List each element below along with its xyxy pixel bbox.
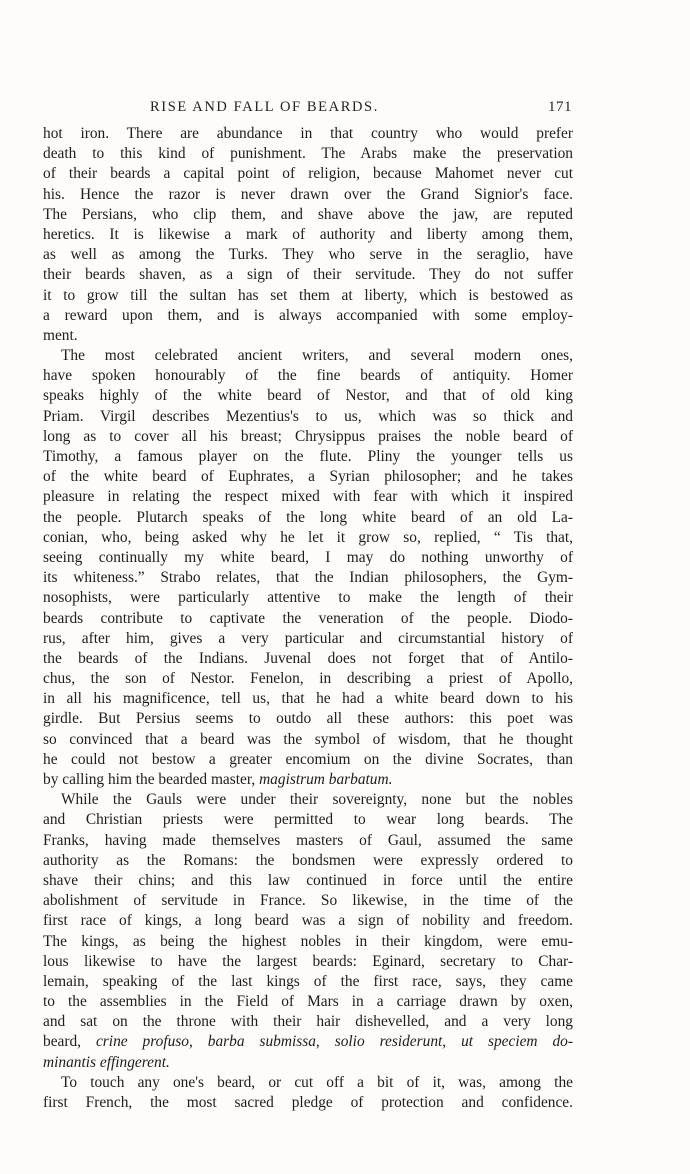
- text-line: the beards of the Indians. Juvenal does not forget that of Antilo-: [43, 649, 573, 667]
- text-line: shave their chins; and this law continued in force until the entire: [43, 871, 573, 889]
- text-line: minantis effingerent.: [43, 1053, 170, 1071]
- text-line: Timothy, a famous player on the flute. Pliny the younger tells us: [43, 448, 573, 465]
- text-line: While the Gauls were under their sovereignty, none but the nobles: [61, 791, 573, 809]
- text-line: The Persians, who clip them, and shave above the jaw, are reputed: [43, 205, 573, 223]
- text-line: death to this kind of punishment. The Arabs make the preservation: [43, 145, 573, 163]
- text-line: of the white beard of Euphrates, a Syrian philosopher; and he takes: [43, 468, 573, 486]
- text-line: The most celebrated ancient writers, and several modern ones,: [61, 347, 573, 365]
- text-line: a reward upon them, and is always accompanied with some employ-: [43, 306, 573, 324]
- text-line: heretics. It is likewise a mark of authority and liberty among them,: [43, 225, 573, 243]
- text-line: to the assemblies in the Field of Mars in a carriage drawn by oxen,: [43, 993, 573, 1011]
- text-line: Franks, having made themselves masters of Gaul, assumed the same: [43, 831, 573, 849]
- text-line: its whiteness.” Strabo relates, that the Indian philosophers, the Gym-: [43, 569, 573, 587]
- text-line: lemain, speaking of the last kings of the first race, says, they came: [43, 972, 573, 990]
- text-line: so convinced that a beard was the symbol of wisdom, that he thought: [43, 730, 573, 748]
- text-line: To touch any one's beard, or cut off a bit of it, was, among the: [61, 1073, 573, 1091]
- text-line: first race of kings, a long beard was a sign of nobility and freedom.: [43, 912, 573, 930]
- text-line: girdle. But Persius seems to outdo all these authors: this poet was: [43, 710, 573, 728]
- running-header: [94, 99, 572, 119]
- text-line: hot iron. There are abundance in that country who would prefer: [43, 125, 573, 142]
- text-line: seeing continually my white beard, I may do nothing unworthy of: [43, 548, 573, 566]
- text-line: as well as among the Turks. They who serve in the seraglio, have: [43, 246, 573, 264]
- text-line: chus, the son of Nestor. Fenelon, in describing a priest of Apollo,: [43, 670, 573, 688]
- text-line: in all his magnificence, tell us, that he had a white beard down to his: [43, 690, 573, 708]
- text-line: speaks highly of the white beard of Nestor, and that of old king: [43, 387, 573, 405]
- text-line: beards contribute to captivate the veneration of the people. Diodo-: [43, 609, 573, 627]
- text-line: authority as the Romans: the bondsmen were expressly ordered to: [43, 851, 573, 869]
- text-line: it to grow till the sultan has set them at liberty, which is bestowed as: [43, 286, 573, 304]
- text-line: rus, after him, gives a very particular and circumstantial history of: [43, 629, 573, 647]
- text-line: nosophists, were particularly attentive to make the length of their: [43, 589, 573, 607]
- text-line: have spoken honourably of the fine beards of antiquity. Homer: [43, 367, 573, 385]
- text-line: the people. Plutarch speaks of the long white beard of an old La-: [43, 508, 573, 526]
- text-line: conian, who, being asked why he let it grow so, replied, “ Tis that,: [43, 528, 573, 546]
- text-line: and sat on the throne with their hair dishevelled, and a very long: [43, 1013, 573, 1031]
- text-line: and Christian priests were permitted to wear long beards. The: [43, 811, 573, 829]
- text-line: their beards shaven, as a sign of their servitude. They do not suffer: [43, 266, 573, 284]
- text-line: Priam. Virgil describes Mezentius's to us, which was so thick and: [43, 407, 573, 425]
- text-line: lous likewise to have the largest beards: Eginard, secretary to Char-: [43, 952, 573, 970]
- page-number: 171: [548, 99, 572, 115]
- text-line: pleasure in relating the respect mixed with fear with which it inspired: [43, 488, 573, 506]
- text-line: he could not bestow a greater encomium on the divine Socrates, than: [43, 750, 573, 768]
- text-line: beard, crine profuso, barba submissa, solio residerunt, ut speciem do-: [43, 1033, 574, 1051]
- body-text: [43, 124, 573, 1113]
- text-line: long as to cover all his breast; Chrysippus praises the noble beard of: [43, 427, 573, 445]
- running-title: RISE AND FALL OF BEARDS.: [150, 99, 379, 115]
- text-line: abolishment of servitude in France. So likewise, in the time of the: [43, 892, 573, 910]
- text-line: The kings, as being the highest nobles in their kingdom, were emu-: [43, 932, 573, 950]
- text-line: his. Hence the razor is never drawn over the Grand Signior's face.: [43, 185, 573, 203]
- text-line: first French, the most sacred pledge of protection and confidence.: [43, 1094, 573, 1111]
- text-line: of their beards a capital point of religion, because Mahomet never cut: [43, 165, 573, 183]
- text-line: by calling him the bearded master, magistrum barbatum.: [43, 771, 393, 788]
- text-line: ment.: [43, 326, 78, 344]
